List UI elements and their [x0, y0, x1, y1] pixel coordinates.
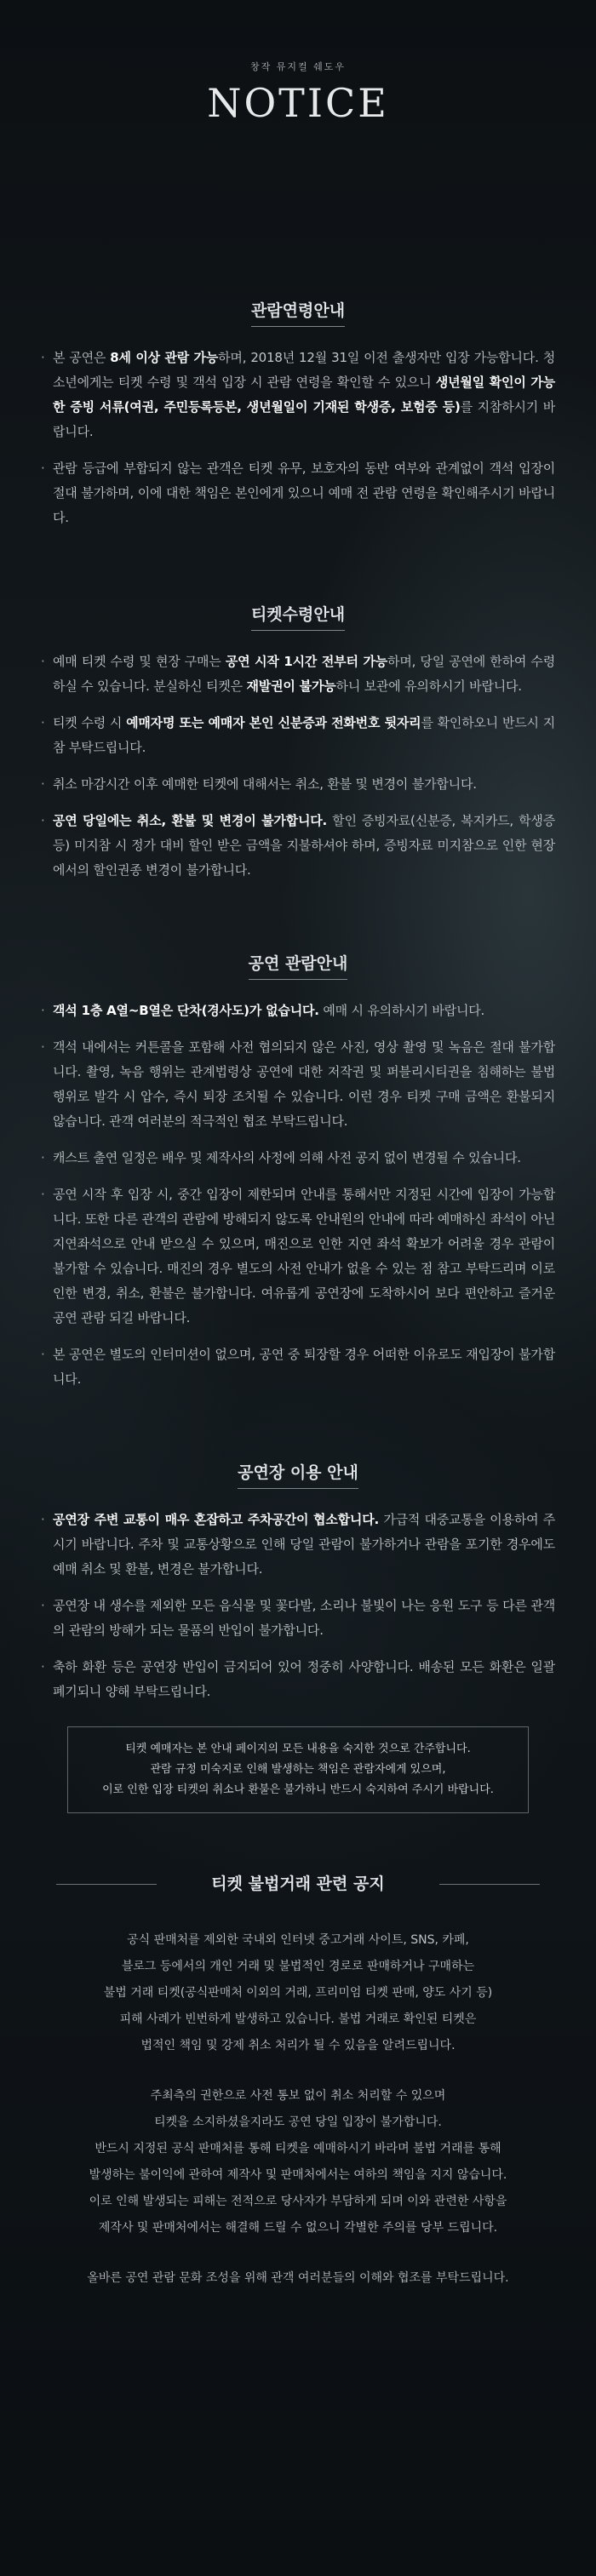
- bullet-dot: ·: [41, 1039, 45, 1055]
- highlight-text: 공연 시작 1시간 전부터 가능: [225, 654, 388, 669]
- item-text: 객석 내에서는 커튼콜을 포함해 사전 협의되지 않은 사진, 영상 촬영 및 녹음은 절대 불가합니다. 촬영, 녹음 행위는 관계법령상 공연에 대한 저작권 및 퍼블리시티권을 침해하는 불법 행위로 발각 시 압수, 즉시 퇴장 조치될 수 있습니다. 이런 경우 티켓 구매 금액은 환불되지 않습니다. 관객 여러분의 적극적인 협조 부탁드립니다.: [53, 1039, 555, 1129]
- item-text: 캐스트 출연 일정은 배우 및 제작사의 사정에 의해 사전 공지 없이 변경될 수 있습니다.: [53, 1150, 521, 1165]
- item-text: 를 확인하오니 반드시 지참 부탁드립니다.: [53, 715, 556, 755]
- hero-header: [0, 0, 596, 179]
- resale-paragraph: [0, 2083, 596, 2241]
- resale-line: 발생하는 불이익에 관하여 제작사 및 판매처에서는 여하의 책임을 지지 않습니다.: [89, 2168, 507, 2182]
- notice-item: [0, 456, 596, 530]
- divider-line: [439, 1884, 540, 1885]
- acknowledgement-line: 관람 규정 미숙지로 인해 발생하는 책임은 관람자에게 있으며,: [150, 1763, 446, 1776]
- notice-item: [0, 1146, 596, 1171]
- highlight-text: 공연 당일에는 취소, 환불 및 변경이 불가합니다.: [53, 813, 328, 828]
- section-items: [0, 346, 596, 530]
- item-text: 공연장 내 생수를 제외한 모든 음식물 및 꽃다발, 소리나 불빛이 나는 응원 도구 등 다른 관객의 관람의 방해가 되는 물품의 반입이 불가합니다.: [53, 1598, 555, 1638]
- highlight-text: 생년월일 확인이 가능한 증빙 서류(여권, 주민등록등본, 생년월일이 기재된 학생증, 보험증 등): [53, 375, 555, 415]
- resale-notice-title: 티켓 불법거래 관련 공지: [211, 1875, 385, 1893]
- item-text: 취소 마감시간 이후 예매한 티켓에 대해서는 취소, 환불 및 변경이 불가합니다.: [53, 776, 477, 792]
- resale-line: 피해 사례가 빈번하게 발생하고 있습니다. 불법 거래로 확인된 티켓은: [119, 2012, 477, 2026]
- highlight-text: 예매자명 또는 예매자 본인 신분증과 전화번호 뒷자리: [126, 715, 421, 730]
- section-title: 공연 관람안내: [249, 951, 348, 980]
- notice-item: [0, 650, 596, 699]
- bullet-dot: ·: [41, 1150, 45, 1165]
- bullet-dot: ·: [41, 1003, 45, 1018]
- resale-paragraph: [0, 2265, 596, 2292]
- section-title: 관람연령안내: [251, 298, 345, 327]
- resale-line: 공식 판매처를 제외한 국내외 인터넷 중고거래 사이트, SNS, 카페,: [127, 1933, 469, 1947]
- section-title: 티켓수령안내: [251, 602, 345, 631]
- section-title: 공연장 이용 안내: [238, 1460, 358, 1489]
- item-text: 를 지참하시기 바랍니다.: [53, 399, 555, 439]
- notice-item: [0, 1655, 596, 1704]
- item-text: 하니 보관에 유의하시기 바랍니다.: [335, 678, 522, 694]
- item-text: 하며, 당일 공연에 한하여 수령하실 수 있습니다. 분실하신 티켓은: [53, 654, 555, 694]
- resale-line: 법적인 책임 및 강제 취소 처리가 될 수 있음을 알려드립니다.: [140, 2039, 456, 2052]
- resale-line: 블로그 등에서의 개인 거래 및 불법적인 경로로 판매하거나 구매하는: [121, 1960, 475, 1973]
- notice-item: [0, 346, 596, 444]
- bullet-dot: ·: [41, 1347, 45, 1362]
- item-text: 티켓 수령 시: [53, 715, 127, 730]
- notice-item: [0, 1342, 596, 1392]
- item-text: 예매 티켓 수령 및 현장 구매는: [53, 654, 226, 669]
- notice-item: [0, 999, 596, 1023]
- bullet-dot: ·: [41, 813, 45, 828]
- bullet-dot: ·: [41, 715, 45, 730]
- bullet-dot: ·: [41, 1598, 45, 1613]
- notice-item: [0, 1594, 596, 1643]
- highlight-text: 공연장 주변 교통이 매우 혼잡하고 주차공간이 협소합니다.: [53, 1512, 380, 1527]
- resale-line: 반드시 지정된 공식 판매처를 통해 티켓을 예매하시기 바라며 불법 거래를 통해: [95, 2142, 501, 2155]
- section-ticket-pickup: [0, 602, 596, 883]
- item-text: 관람 등급에 부합되지 않는 관객은 티켓 유무, 보호자의 동반 여부와 관계없이 객석 입장이 절대 불가하며, 이에 대한 책임은 본인에게 있으니 예매 전 관람 연령을 확인해주시기 바랍니다.: [53, 461, 555, 525]
- section-items: [0, 999, 596, 1392]
- hero-kicker: 창작 뮤지컬 쉐도우: [249, 61, 346, 72]
- acknowledgement-line: 티켓 예매자는 본 안내 페이지의 모든 내용을 숙지한 것으로 간주합니다.: [125, 1743, 471, 1755]
- item-text: 하며, 2018년 12월 31일 이전 출생자만 입장 가능합니다. 청소년에게는 티켓 수령 및 객석 입장 시 관람 연령을 확인할 수 있으니: [53, 350, 556, 390]
- item-text: 가급적 대중교통을 이용하여 주시기 바랍니다. 주차 및 교통상황으로 인해 당일 관람이 불가하거나 관람을 포기한 경우에도 예매 취소 및 환불, 변경은 불가합니다.: [53, 1512, 556, 1577]
- bullet-dot: ·: [41, 1659, 45, 1674]
- highlight-text: 8세 이상 관람 가능: [110, 350, 219, 365]
- section-viewing-guide: [0, 951, 596, 1392]
- notice-item: [0, 1182, 596, 1331]
- resale-line: 제작사 및 판매처에서는 해결해 드릴 수 없으니 각별한 주의를 당부 드립니다.: [98, 2221, 498, 2235]
- section-items: [0, 650, 596, 883]
- item-text: 본 공연은: [53, 350, 111, 365]
- bullet-dot: ·: [41, 350, 45, 365]
- item-text: 본 공연은 별도의 인터미션이 없으며, 공연 중 퇴장할 경우 어떠한 이유로도 재입장이 불가합니다.: [53, 1347, 555, 1387]
- resale-line: 올바른 공연 관람 문화 조성을 위해 관객 여러분들의 이해와 협조를 부탁드립니다.: [87, 2271, 509, 2285]
- notice-item: [0, 711, 596, 760]
- resale-paragraph: [0, 1927, 596, 2059]
- acknowledgement-line: 이로 인한 입장 티켓의 취소나 환불은 불가하니 반드시 숙지하여 주시기 바랍니다.: [102, 1783, 494, 1796]
- section-age-rating: [0, 298, 596, 530]
- notice-item: [0, 1508, 596, 1582]
- divider-line: [56, 1884, 157, 1885]
- notice-item: [0, 809, 596, 883]
- highlight-text: 객석 1층 A열~B열은 단차(경사도)가 없습니다.: [53, 1003, 319, 1018]
- item-text: 축하 화환 등은 공연장 반입이 금지되어 있어 정중히 사양합니다. 배송된 모든 화환은 일괄 폐기되니 양해 부탁드립니다.: [53, 1659, 555, 1699]
- bullet-dot: ·: [41, 1512, 45, 1527]
- resale-line: 주최측의 권한으로 사전 통보 없이 취소 처리할 수 있으며: [150, 2089, 446, 2103]
- section-items: [0, 1508, 596, 1704]
- bullet-dot: ·: [41, 461, 45, 476]
- resale-line: 이로 인해 발생되는 피해는 전적으로 당사자가 부담하게 되며 이와 관련한 사항을: [89, 2195, 507, 2208]
- item-text: 할인 증빙자료(신분증, 복지카드, 학생증 등) 미지참 시 정가 대비 할인 받은 금액을 지불하셔야 하며, 증빙자료 미지참으로 인한 현장에서의 할인권종 변경이 불가합니다.: [53, 813, 555, 878]
- notice-item: [0, 1035, 596, 1134]
- resale-line: 불법 거래 티켓(공식판매처 이외의 거래, 프리미엄 티켓 판매, 양도 사기 등): [103, 1986, 493, 2000]
- highlight-text: 재발권이 불가능: [246, 678, 336, 694]
- section-venue-guide: [0, 1460, 596, 1704]
- item-text: 예매 시 유의하시기 바랍니다.: [318, 1003, 485, 1018]
- bullet-dot: ·: [41, 776, 45, 792]
- hero-title: NOTICE: [207, 80, 389, 126]
- bullet-dot: ·: [41, 654, 45, 669]
- acknowledgement-box: [67, 1726, 529, 1813]
- resale-notice-header: [0, 1868, 596, 1902]
- resale-notice-body: [0, 1927, 596, 2292]
- notice-item: [0, 772, 596, 797]
- item-text: 공연 시작 후 입장 시, 중간 입장이 제한되며 안내를 통해서만 지정된 시간에 입장이 가능합니다. 또한 다른 관객의 관람에 방해되지 않도록 안내원의 안내에 따라 예매하신 좌석이 아닌 지연좌석으로 안내 받으실 수 있으며, 매진으로 인한 지연 좌석 확보가 어려울 경우 관람이 불가할 수 있습니다. 매진의 경우 별도의 사전 안내가 없을 수 있는 점 참고 부탁드리며 이로 인한 변경, 취소, 환불은 불가합니다. 여유롭게 공연장에 도착하시어 보다 편안하고 즐거운 공연 관람 되길 바랍니다.: [53, 1187, 555, 1325]
- resale-line: 티켓을 소지하셨을지라도 공연 당일 입장이 불가합니다.: [154, 2115, 442, 2129]
- bullet-dot: ·: [41, 1187, 45, 1202]
